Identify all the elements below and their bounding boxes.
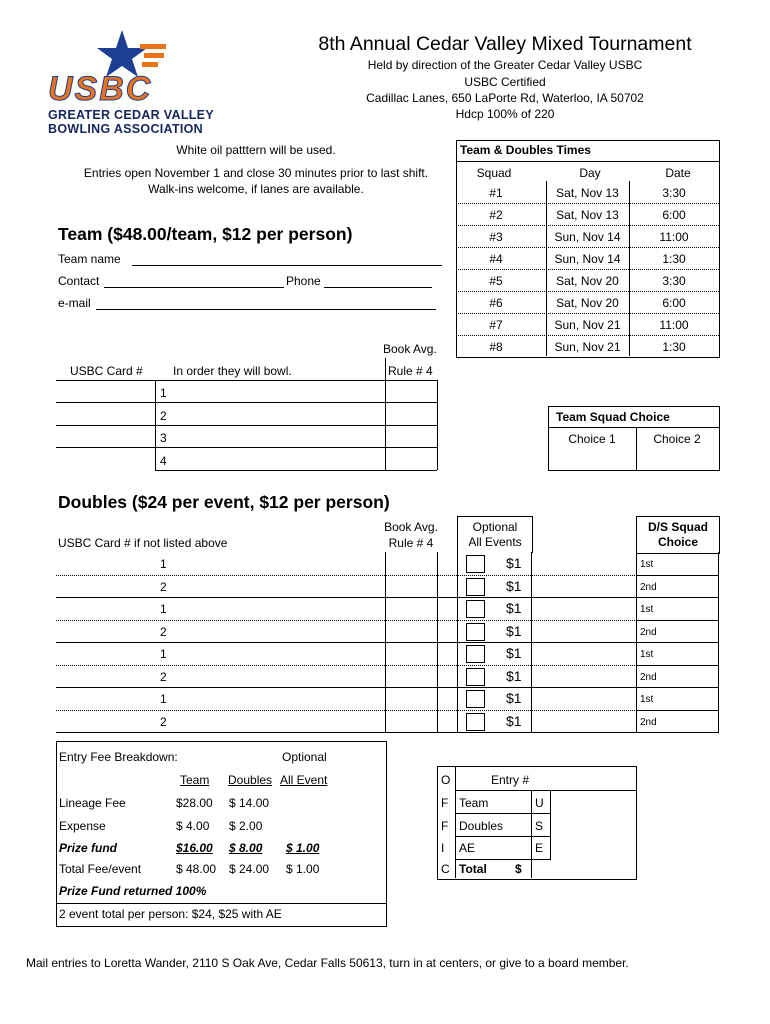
doubles-book-avg: Book Avg. (384, 520, 438, 534)
times-row-divider (456, 203, 719, 204)
office-letter-o: O (441, 773, 451, 787)
doubles-num: 1 (160, 602, 167, 616)
ds-title1: D/S Squad (647, 520, 708, 534)
ds-row-divider (636, 687, 719, 688)
all-events-fee: $1 (506, 645, 522, 661)
team-heading: Team ($48.00/team, $12 per person) (58, 224, 353, 244)
roster-num-4: 4 (160, 454, 167, 468)
phone-label: Phone (286, 274, 321, 288)
logo-line2: BOWLING ASSOCIATION (48, 122, 203, 136)
office-use-e: E (535, 841, 544, 855)
times-date: 11:00 (659, 318, 689, 332)
fee-col-doubles: Doubles (228, 773, 273, 787)
fee-optional: Optional (282, 750, 327, 764)
fee-row-label: Lineage Fee (59, 796, 126, 810)
header-line1: Held by direction of the Greater Cedar Valley USBC (367, 58, 643, 72)
logo-usbc-text: USBC (48, 70, 153, 108)
times-date: 6:00 (662, 208, 686, 222)
footer-mail-note: Mail entries to Loretta Wander, 2110 S Oak Ave, Cedar Falls 50613, turn in at centers, or give to a board member. (26, 956, 629, 970)
all-events-checkbox[interactable] (466, 668, 485, 686)
office-letter-f1: F (441, 796, 449, 810)
doubles-row-divider (56, 597, 637, 598)
bowl-order-label: In order they will bowl. (173, 364, 292, 378)
team-name-label: Team name (58, 252, 121, 266)
times-row-divider (456, 335, 719, 336)
two-event-total: 2 event total per person: $24, $25 with AE (59, 907, 282, 921)
oil-note: White oil patttern will be used. (176, 143, 336, 157)
doubles-card-label: USBC Card # if not listed above (58, 536, 228, 550)
roster-num-3: 3 (160, 431, 167, 445)
all-events-fee: $1 (506, 623, 522, 639)
team-name-field[interactable] (132, 252, 442, 266)
contact-label: Contact (58, 274, 100, 288)
email-label: e-mail (58, 296, 91, 310)
roster-num-1: 1 (160, 386, 167, 400)
times-head-day: Day (579, 166, 601, 180)
all-events-label: All Events (468, 535, 522, 549)
fee-row-label: Total Fee/event (59, 862, 142, 876)
times-date: 3:30 (662, 274, 686, 288)
all-events-fee: $1 (506, 555, 522, 571)
times-date: 1:30 (662, 340, 686, 354)
choice2-label[interactable]: Choice 2 (653, 432, 701, 446)
all-events-fee: $1 (506, 578, 522, 594)
doubles-num: 2 (160, 625, 167, 639)
fee-doubles-value: $ 8.00 (229, 841, 263, 855)
times-squad: #1 (489, 186, 503, 200)
office-letter-f2: F (441, 819, 449, 833)
fee-row-label: Prize fund (59, 841, 118, 855)
page-title: 8th Annual Cedar Valley Mixed Tournament (318, 33, 692, 55)
fee-title: Entry Fee Breakdown: (59, 750, 178, 764)
times-day: Sat, Nov 20 (556, 296, 619, 310)
fee-col-all: All Event (280, 773, 328, 787)
rule-label: Rule # 4 (388, 364, 433, 378)
times-row-divider (456, 313, 719, 314)
fee-doubles-value: $ 14.00 (229, 796, 270, 810)
ds-row-divider (636, 620, 719, 621)
times-squad: #3 (489, 230, 503, 244)
doubles-row-divider (56, 665, 637, 666)
fee-team-value: $ 4.00 (176, 819, 210, 833)
fee-col-team: Team (180, 773, 210, 787)
times-day: Sun, Nov 21 (554, 340, 621, 354)
all-events-fee: $1 (506, 690, 522, 706)
usbc-card-label: USBC Card # (70, 364, 143, 378)
ds-choice[interactable]: 2nd (640, 582, 657, 593)
ds-choice[interactable]: 1st (640, 559, 654, 570)
office-ae: AE (459, 841, 476, 855)
times-day: Sun, Nov 14 (554, 252, 621, 266)
times-date: 1:30 (662, 252, 686, 266)
times-squad: #6 (489, 296, 503, 310)
times-row-divider (456, 225, 719, 226)
fee-row-label: Expense (59, 819, 106, 833)
doubles-num: 1 (160, 647, 167, 661)
ds-row-divider (636, 710, 719, 711)
office-dollar: $ (515, 862, 522, 876)
times-row-divider (456, 269, 719, 270)
all-events-checkbox[interactable] (466, 600, 485, 618)
ds-row-divider (636, 575, 719, 576)
logo-line1: GREATER CEDAR VALLEY (48, 108, 214, 122)
entries-note: Entries open November 1 and close 30 minutes prior to last shift. (83, 166, 429, 180)
doubles-num: 1 (160, 557, 167, 571)
times-date: 6:00 (662, 296, 686, 310)
times-day: Sat, Nov 20 (556, 274, 619, 288)
doubles-num: 2 (160, 670, 167, 684)
book-avg-label: Book Avg. (383, 342, 437, 356)
walkins-note: Walk-ins welcome, if lanes are available. (148, 182, 364, 196)
times-date: 11:00 (659, 230, 689, 244)
office-total: Total (459, 862, 487, 876)
usbc-logo (44, 26, 234, 138)
office-letter-c: C (441, 862, 450, 876)
doubles-row-divider (56, 687, 637, 688)
office-use-s: S (535, 819, 544, 833)
doubles-row-divider (56, 642, 637, 643)
times-row-divider (456, 291, 719, 292)
times-day: Sat, Nov 13 (556, 186, 619, 200)
team-squad-choice-title: Team Squad Choice (556, 410, 670, 424)
all-events-fee: $1 (506, 600, 522, 616)
fee-team-value: $ 48.00 (176, 862, 217, 876)
office-letter-i: I (441, 841, 445, 855)
fee-all-value: $ 1.00 (286, 841, 320, 855)
times-row-divider (456, 247, 719, 248)
all-events-checkbox[interactable] (466, 690, 485, 708)
times-squad: #5 (489, 274, 503, 288)
doubles-num: 2 (160, 580, 167, 594)
times-day: Sun, Nov 14 (554, 230, 621, 244)
office-use-u: U (535, 796, 544, 810)
choice1-label[interactable]: Choice 1 (568, 432, 616, 446)
fee-breakdown-box (56, 741, 387, 927)
times-squad: #8 (489, 340, 503, 354)
email-field[interactable] (96, 296, 436, 310)
doubles-row-divider (56, 732, 637, 733)
ds-title2: Choice (657, 535, 698, 549)
fee-all-value: $ 1.00 (286, 862, 320, 876)
doubles-row-divider (56, 575, 637, 576)
fee-team-value: $16.00 (176, 841, 213, 855)
ds-choice[interactable]: 2nd (640, 627, 657, 638)
times-squad: #2 (489, 208, 503, 222)
doubles-rule: Rule # 4 (388, 536, 434, 550)
ds-choice[interactable]: 2nd (640, 717, 657, 728)
all-events-checkbox[interactable] (466, 713, 485, 731)
times-head-date: Date (665, 166, 691, 180)
fee-doubles-value: $ 24.00 (229, 862, 270, 876)
contact-field[interactable] (104, 274, 284, 288)
prize-returned: Prize Fund returned 100% (59, 884, 207, 898)
times-squad: #4 (489, 252, 503, 266)
all-events-checkbox[interactable] (466, 623, 485, 641)
times-day: Sun, Nov 21 (554, 318, 621, 332)
office-team: Team (459, 796, 489, 810)
ds-row-divider (636, 642, 719, 643)
ds-row-divider (636, 732, 719, 733)
optional-label: Optional (472, 520, 518, 534)
fee-doubles-value: $ 2.00 (229, 819, 263, 833)
all-events-fee: $1 (506, 713, 522, 729)
doubles-row-divider (56, 620, 637, 621)
doubles-heading: Doubles ($24 per event, $12 per person) (58, 492, 390, 512)
times-head-squad: Squad (476, 166, 512, 180)
header-line4: Hdcp 100% of 220 (455, 107, 555, 121)
fee-team-value: $28.00 (176, 796, 213, 810)
roster-num-2: 2 (160, 409, 167, 423)
ds-row-divider (636, 597, 719, 598)
header-line2: USBC Certified (464, 75, 546, 89)
doubles-num: 2 (160, 715, 167, 729)
all-events-fee: $1 (506, 668, 522, 684)
office-doubles: Doubles (459, 819, 504, 833)
times-date: 3:30 (662, 186, 686, 200)
all-events-checkbox[interactable] (466, 645, 485, 663)
ds-row-divider (636, 665, 719, 666)
all-events-checkbox[interactable] (466, 555, 485, 573)
doubles-num: 1 (160, 692, 167, 706)
times-day: Sat, Nov 13 (556, 208, 619, 222)
doubles-row-divider (56, 710, 637, 711)
office-entry-number: Entry # (490, 773, 529, 787)
ds-choice[interactable]: 1st (640, 604, 654, 615)
times-squad: #7 (489, 318, 503, 332)
all-events-checkbox[interactable] (466, 578, 485, 596)
times-title: Team & Doubles Times (460, 143, 591, 157)
ds-choice[interactable]: 2nd (640, 672, 657, 683)
phone-field[interactable] (324, 274, 432, 288)
header-line3: Cadillac Lanes, 650 LaPorte Rd, Waterloo, IA 50702 (366, 91, 644, 105)
ds-choice[interactable]: 1st (640, 649, 654, 660)
ds-choice[interactable]: 1st (640, 694, 654, 705)
